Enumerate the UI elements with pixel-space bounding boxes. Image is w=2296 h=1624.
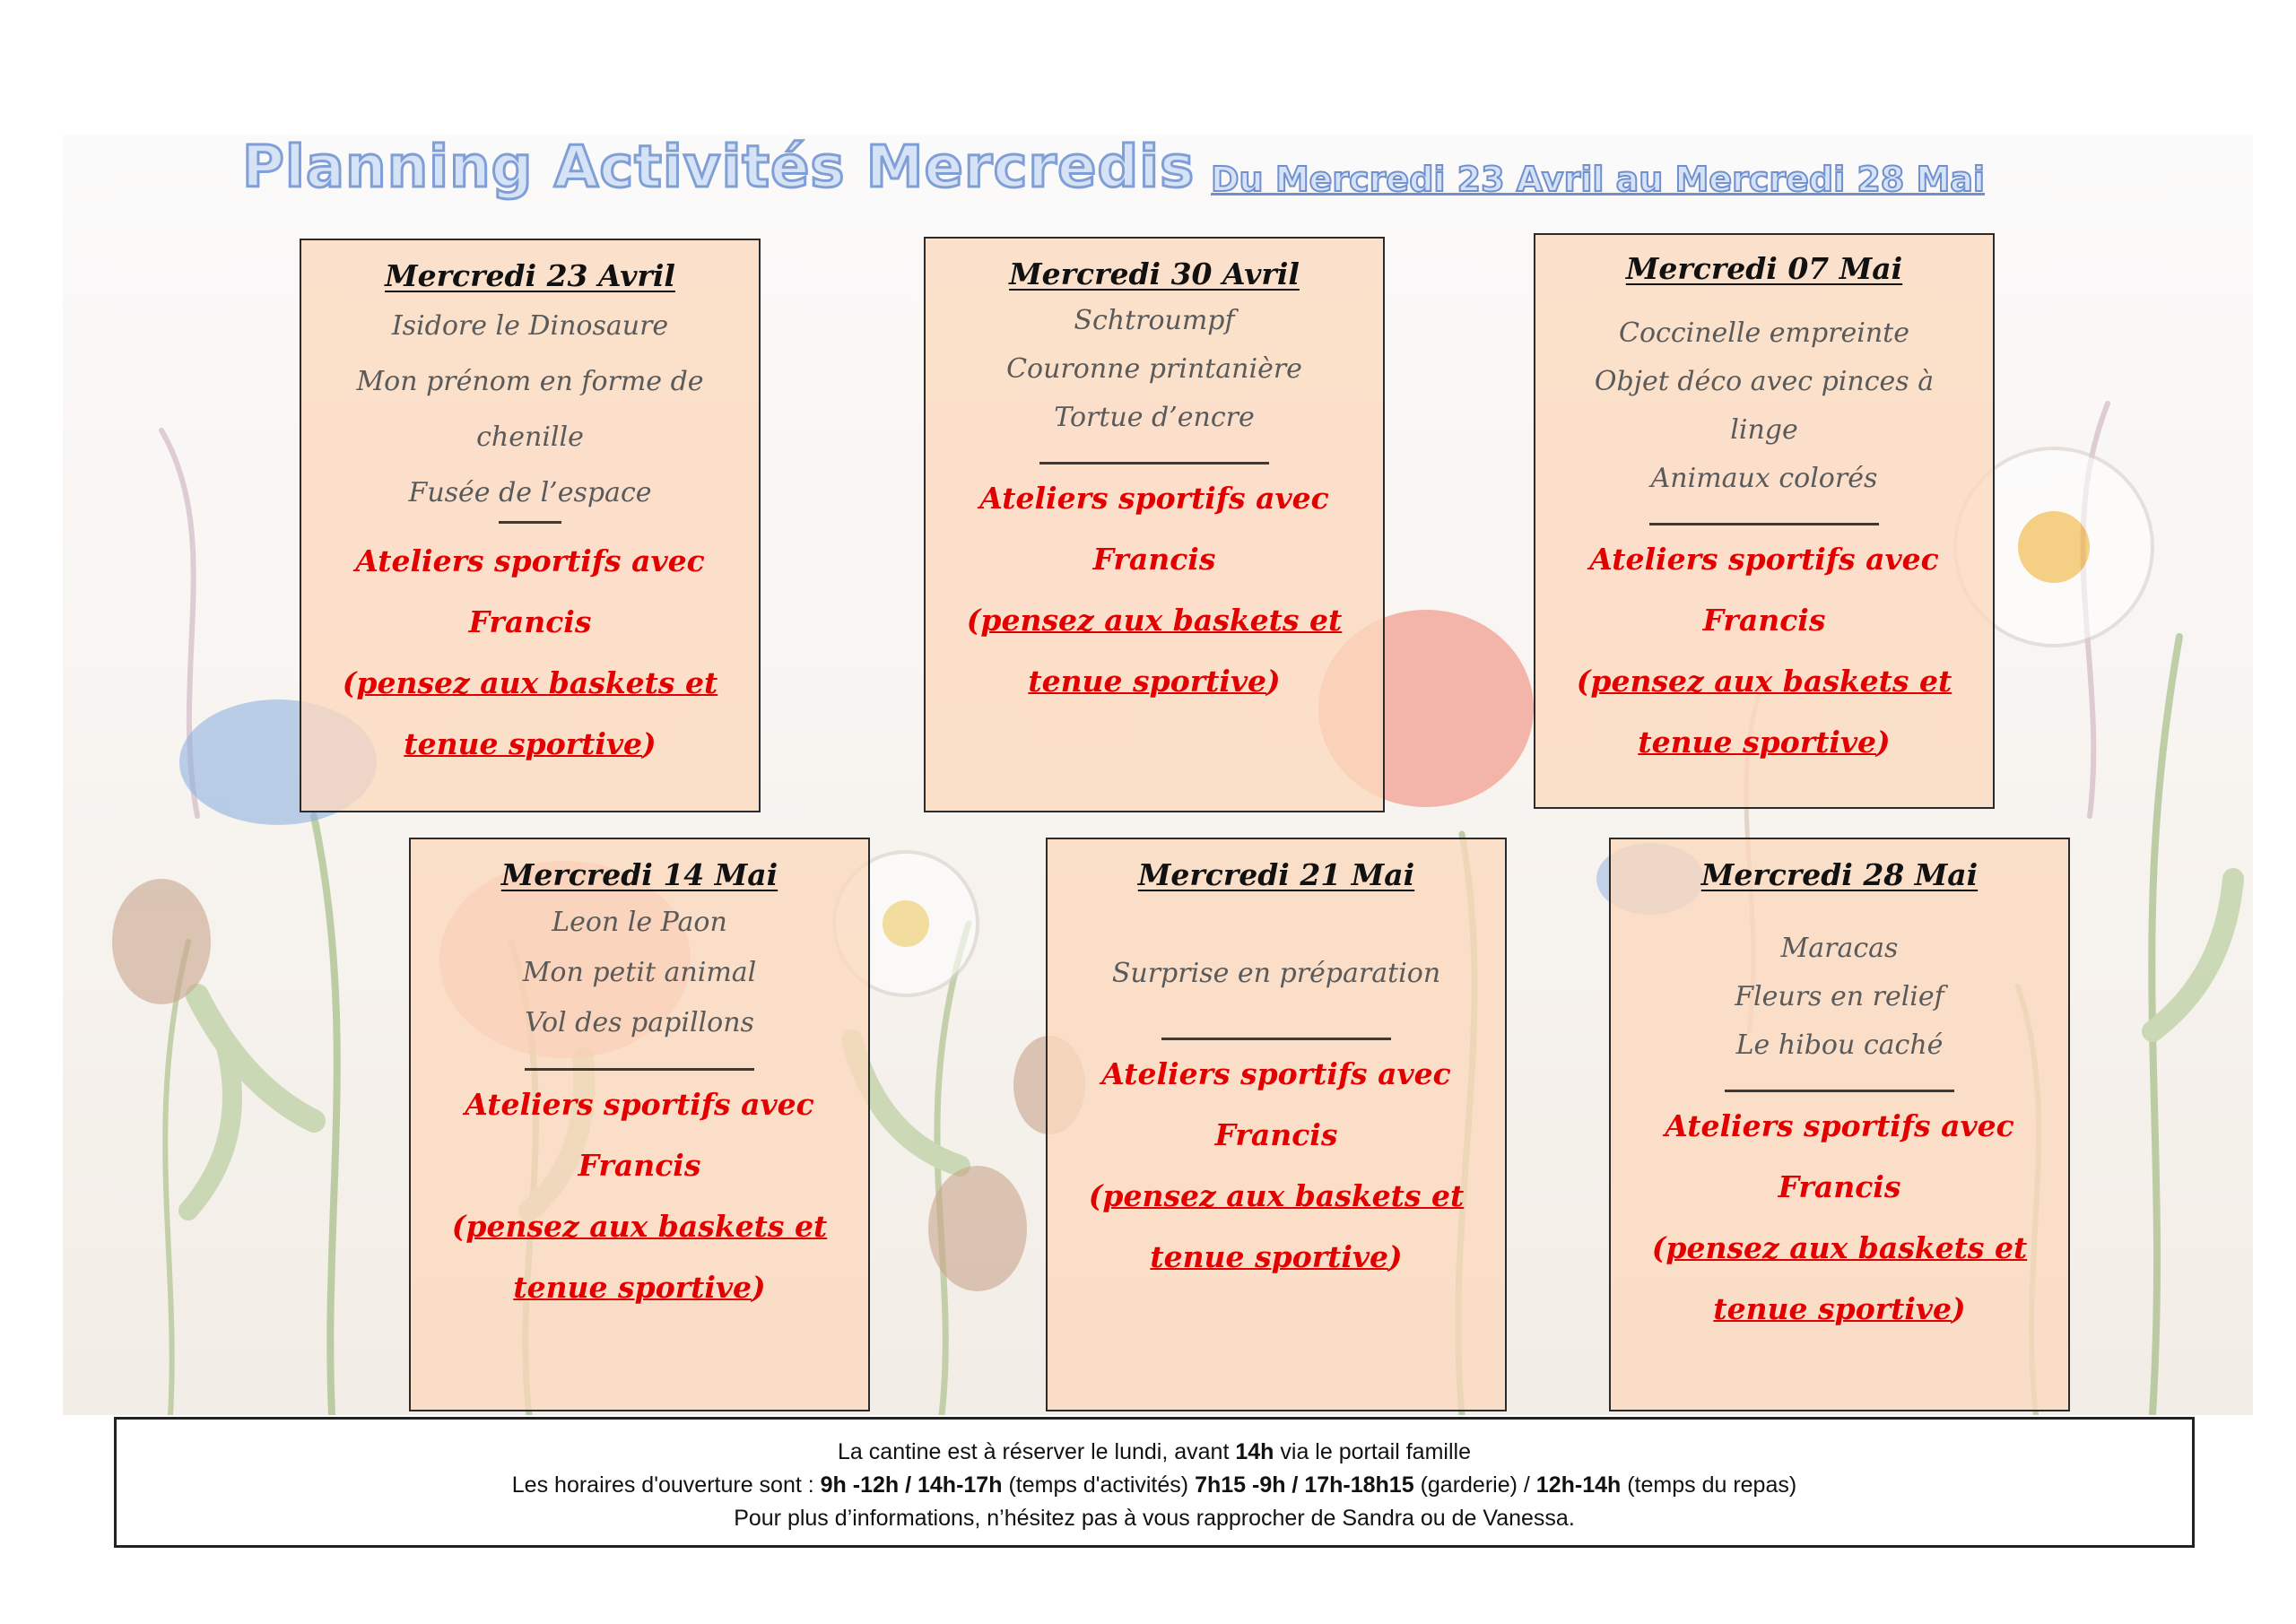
reminder-close-paren: ) — [1388, 1239, 1403, 1274]
footer-text: (temps du repas) — [1621, 1472, 1797, 1498]
activity-item: Couronne printanière — [1006, 353, 1302, 385]
page-subtitle: Du Mercredi 23 Avril au Mercredi 28 Mai — [1211, 160, 1985, 199]
sport-workshop-text: Ateliers sportifs avec Francis — [355, 543, 705, 639]
activity-item: Objet déco avec pinces à linge — [1594, 366, 1935, 446]
activity-item: Fleurs en relief — [1735, 981, 1944, 1012]
activity-item: Mon prénom en forme de chenille — [356, 366, 704, 453]
page-title: Planning Activités Mercredis — [242, 135, 1196, 201]
reminder-text — [301, 653, 759, 775]
reminder-underlined: pensez aux baskets et tenue sportive — [980, 603, 1343, 699]
activity-card — [1534, 233, 1995, 809]
reminder-close-paren: ) — [642, 726, 657, 761]
sport-workshop-text: Ateliers sportifs avec Francis — [979, 481, 1329, 577]
reminder-underlined: pensez aux baskets et tenue sportive — [356, 665, 718, 761]
activity-card — [300, 239, 761, 812]
sport-workshop-text: Ateliers sportifs avec Francis — [465, 1087, 814, 1183]
reminder-text — [1535, 651, 1993, 773]
sport-workshop-text: Ateliers sportifs avec Francis — [1665, 1108, 2014, 1204]
sport-workshop-text: Ateliers sportifs avec Francis — [1101, 1056, 1451, 1152]
card-date: Mercredi 30 Avril — [1009, 256, 1300, 291]
activity-item: Isidore le Dinosaure — [391, 310, 669, 342]
separator-line — [1649, 523, 1879, 525]
separator-line — [1161, 1038, 1391, 1040]
reminder-underlined: pensez aux baskets et tenue sportive — [465, 1209, 828, 1305]
reminder-text — [926, 590, 1383, 712]
reminder-text — [1048, 1166, 1505, 1288]
footer-text: (garderie) / — [1413, 1472, 1536, 1498]
activity-card — [409, 838, 870, 1411]
activity-item: Surprise en préparation — [1111, 958, 1441, 989]
sport-workshop-text: Ateliers sportifs avec Francis — [1589, 542, 1939, 638]
footer-bold: 9h -12h / 14h-17h — [820, 1472, 1003, 1498]
footer-text: La cantine est à réserver le lundi, avant — [838, 1439, 1236, 1464]
footer-bold: 14h — [1235, 1439, 1274, 1464]
activity-item: Le hibou caché — [1735, 1029, 1944, 1061]
activity-item: Schtroumpf — [1074, 305, 1235, 336]
footer-text: Les horaires d'ouverture sont : — [511, 1472, 821, 1498]
reminder-underlined: pensez aux baskets et tenue sportive — [1102, 1178, 1465, 1274]
activity-card — [1046, 838, 1507, 1411]
reminder-open-paren: ( — [342, 665, 357, 700]
reminder-close-paren: ) — [752, 1270, 766, 1305]
reminder-open-paren: ( — [1088, 1178, 1103, 1213]
reminder-close-paren: ) — [1952, 1291, 1966, 1326]
separator-line — [1039, 462, 1269, 465]
footer-line-hours — [117, 1469, 2192, 1502]
card-date: Mercredi 28 Mai — [1700, 857, 1979, 892]
activity-card — [1609, 838, 2070, 1411]
activity-item: Maracas — [1780, 933, 1899, 964]
card-date: Mercredi 23 Avril — [385, 258, 675, 293]
reminder-text — [1611, 1218, 2068, 1340]
activity-item: Tortue d’encre — [1054, 402, 1255, 433]
separator-line — [499, 521, 561, 524]
activity-item: Animaux colorés — [1650, 463, 1878, 494]
reminder-open-paren: ( — [966, 603, 981, 638]
reminder-underlined: pensez aux baskets et tenue sportive — [1665, 1230, 2028, 1326]
footer-text: via le portail famille — [1274, 1439, 1471, 1464]
activity-item: Coccinelle empreinte — [1619, 317, 1909, 349]
reminder-open-paren: ( — [1651, 1230, 1666, 1265]
footer-bold: 7h15 -9h / 17h-18h15 — [1195, 1472, 1414, 1498]
card-date: Mercredi 21 Mai — [1137, 857, 1415, 892]
info-footer — [114, 1417, 2195, 1548]
activity-item: Leon le Paon — [552, 907, 727, 938]
activity-item: Fusée de l’espace — [408, 477, 652, 508]
separator-line — [1725, 1090, 1954, 1092]
reminder-open-paren: ( — [1576, 664, 1591, 699]
card-date: Mercredi 14 Mai — [500, 857, 778, 892]
footer-bold: 12h-14h — [1535, 1472, 1622, 1498]
footer-line-contact: Pour plus d’informations, n’hésitez pas à vous rapprocher de Sandra ou de Vanessa. — [734, 1506, 1575, 1531]
reminder-text — [411, 1196, 868, 1318]
footer-line-canteen — [117, 1436, 2192, 1469]
footer-text: (temps d'activités) — [1002, 1472, 1196, 1498]
activity-item: Vol des papillons — [525, 1007, 754, 1038]
separator-line — [525, 1068, 754, 1071]
reminder-underlined: pensez aux baskets et tenue sportive — [1590, 664, 1952, 760]
reminder-close-paren: ) — [1876, 725, 1891, 760]
activity-item: Mon petit animal — [522, 957, 757, 988]
card-date: Mercredi 07 Mai — [1625, 251, 1903, 286]
reminder-open-paren: ( — [451, 1209, 466, 1244]
activity-card — [924, 237, 1385, 812]
reminder-close-paren: ) — [1266, 664, 1281, 699]
